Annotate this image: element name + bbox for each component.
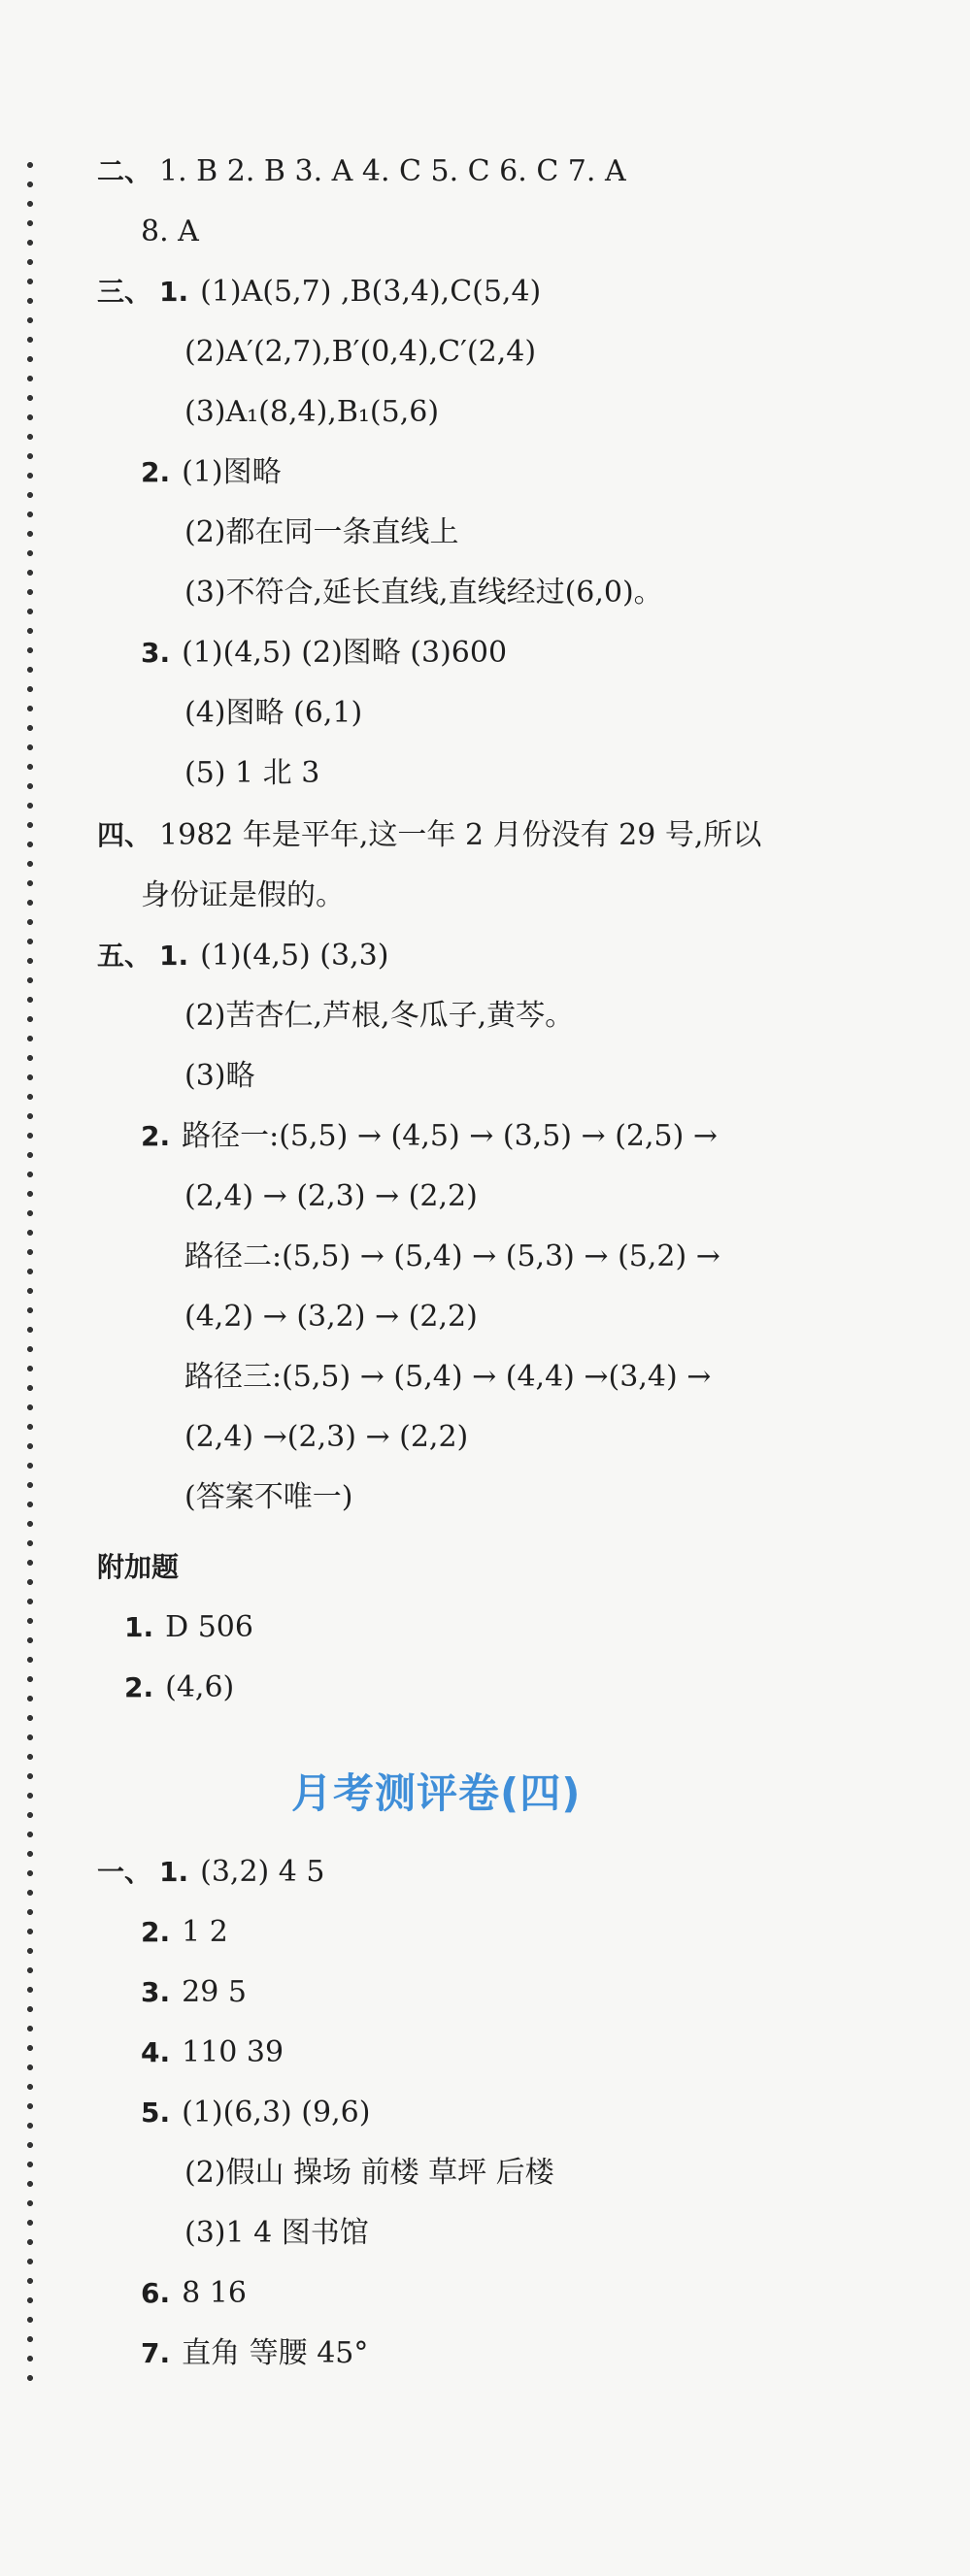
section-5-q2-path-1b: (2,4) → (2,3) → (2,2) [184, 1179, 478, 1213]
section-3-heading: 三、 [97, 276, 152, 308]
section-4-line-2 [141, 878, 345, 912]
section-4-answer-1: 1982 年是平年,这一年 2 月份没有 29 号,所以 [159, 818, 762, 852]
section-5-q1-line-3 [184, 1059, 255, 1093]
exam-4-q5-answer-1: (1)(6,3) (9,6) [182, 2096, 371, 2130]
section-3-q3-answer-2: (4)图略 (6,1) [184, 696, 363, 730]
section-5-q2-line-6 [184, 1420, 469, 1454]
section-3-q1-line-3 [184, 395, 440, 429]
section-3-q3-answer-3: (5) 1 北 3 [184, 756, 320, 790]
section-3-q1-line-1 [97, 275, 542, 309]
section-3-q2-answer-1: (1)图略 [182, 455, 282, 489]
exam-4-q7-answer: 直角 等腰 45° [182, 2336, 369, 2370]
exam-4-q5-answer-2: (2)假山 操场 前楼 草坪 后楼 [184, 2156, 554, 2190]
section-3-q3-line-3 [184, 756, 320, 790]
section-2-line-1 [97, 154, 626, 188]
extra-q2-number: 2. [124, 1671, 154, 1703]
section-2-answers-1: 1. B 2. B 3. A 4. C 5. C 6. C 7. A [159, 154, 626, 188]
section-5-q2-path-3a: 路径三:(5,5) → (5,4) → (4,4) →(3,4) → [184, 1360, 712, 1394]
exam-4-q5-number: 5. [141, 2097, 171, 2129]
exam-4-q4-number: 4. [141, 2036, 171, 2068]
section-3-q1-line-2 [184, 335, 537, 369]
section-5-q2-line-2 [184, 1179, 478, 1213]
section-3-q1-answer-3: (3)A₁(8,4),B₁(5,6) [184, 395, 440, 429]
exam-4-q6-answer: 8 16 [182, 2276, 247, 2310]
extra-q1-answer: D 506 [165, 1610, 253, 1644]
extra-heading-line [97, 1553, 179, 1582]
section-5-heading: 五、 [97, 940, 152, 972]
section-5-q2-path-1a: 路径一:(5,5) → (4,5) → (3,5) → (2,5) → [182, 1119, 719, 1153]
extra-q2-line [124, 1670, 235, 1704]
exam-4-q6-line [141, 2276, 247, 2310]
section-3-q3-number: 3. [141, 637, 171, 669]
exam-4-q2-line [141, 1915, 228, 1949]
section-5-q1-answer-3: (3)略 [184, 1059, 255, 1093]
section-2-answers-2: 8. A [141, 215, 199, 248]
section-5-q1-number: 1. [159, 940, 189, 972]
exam-4-q6-number: 6. [141, 2277, 171, 2309]
section-5-q2-line-3 [184, 1239, 720, 1273]
section-3-q3-answer-1: (1)(4,5) (2)图略 (3)600 [182, 636, 508, 670]
section-5-q1-line-2 [184, 999, 575, 1033]
section-2-line-2 [141, 217, 199, 247]
exam-4-q5-line-2 [184, 2156, 554, 2190]
section-4-heading: 四、 [97, 819, 152, 851]
extra-q2-answer: (4,6) [165, 1670, 235, 1704]
section-3-q1-answer-1: (1)A(5,7) ,B(3,4),C(5,4) [200, 275, 542, 309]
exam-4-q2-answer: 1 2 [182, 1915, 228, 1949]
exam-4-q1-number: 1. [159, 1856, 189, 1888]
section-5-q2-path-2b: (4,2) → (3,2) → (2,2) [184, 1300, 478, 1334]
section-5-q2-number: 2. [141, 1120, 171, 1152]
exam-4-q7-number: 7. [141, 2337, 171, 2369]
section-3-q3-line-1 [141, 636, 508, 670]
exam-4-q1-line [97, 1855, 325, 1889]
extra-heading: 附加题 [97, 1551, 180, 1583]
section-5-q1-answer-1: (1)(4,5) (3,3) [200, 939, 389, 973]
exam-4-q4-line [141, 2035, 284, 2069]
section-2-heading: 二、 [97, 155, 152, 187]
section-5-q2-path-2a: 路径二:(5,5) → (5,4) → (5,3) → (5,2) → [184, 1239, 720, 1273]
exam-4-q5-line-1 [141, 2098, 370, 2128]
section-5-q2-note: (答案不唯一) [184, 1480, 353, 1514]
section-3-q1-answer-2: (2)A′(2,7),B′(0,4),C′(2,4) [184, 335, 537, 369]
exam-4-title: 月考测评卷(四) [291, 1769, 582, 1817]
section-5-q2-line-5 [184, 1360, 712, 1394]
section-3-q3-line-2 [184, 696, 363, 730]
exam-4-q2-number: 2. [141, 1916, 171, 1948]
section-3-q2-line-2 [184, 515, 459, 549]
exam-4-q3-number: 3. [141, 1976, 171, 2008]
exam-4-q5-line-3 [184, 2216, 369, 2250]
section-3-q1-number: 1. [159, 276, 189, 308]
section-4-answer-2: 身份证是假的。 [141, 878, 345, 912]
section-5-q1-answer-2: (2)苦杏仁,芦根,冬瓜子,黄芩。 [184, 999, 575, 1033]
section-5-q2-line-4 [184, 1300, 478, 1334]
exam-4-q1-answer: (3,2) 4 5 [200, 1855, 325, 1889]
exam-4-q4-answer: 110 39 [182, 2035, 284, 2069]
section-5-q2-line-7 [184, 1480, 353, 1514]
section-3-q2-answer-2: (2)都在同一条直线上 [184, 515, 459, 549]
extra-q1-line [124, 1610, 253, 1644]
binding-dotted-line [25, 155, 35, 2388]
exam-4-q5-answer-3: (3)1 4 图书馆 [184, 2216, 369, 2250]
exam-4-heading: 一、 [97, 1856, 152, 1888]
section-3-q2-number: 2. [141, 456, 171, 488]
section-5-q2-line-1 [141, 1119, 719, 1153]
section-5-q1-line-1 [97, 941, 388, 971]
section-3-q2-line-3 [184, 578, 663, 608]
exam-4-q3-answer: 29 5 [182, 1975, 247, 2009]
section-3-q2-line-1 [141, 455, 282, 489]
section-4-line-1 [97, 818, 762, 852]
extra-q1-number: 1. [124, 1611, 154, 1643]
section-3-q2-answer-3: (3)不符合,延长直线,直线经过(6,0)。 [184, 576, 663, 610]
exam-4-q7-line [141, 2336, 369, 2370]
section-5-q2-path-3b: (2,4) →(2,3) → (2,2) [184, 1420, 469, 1454]
exam-4-q3-line [141, 1975, 247, 2009]
